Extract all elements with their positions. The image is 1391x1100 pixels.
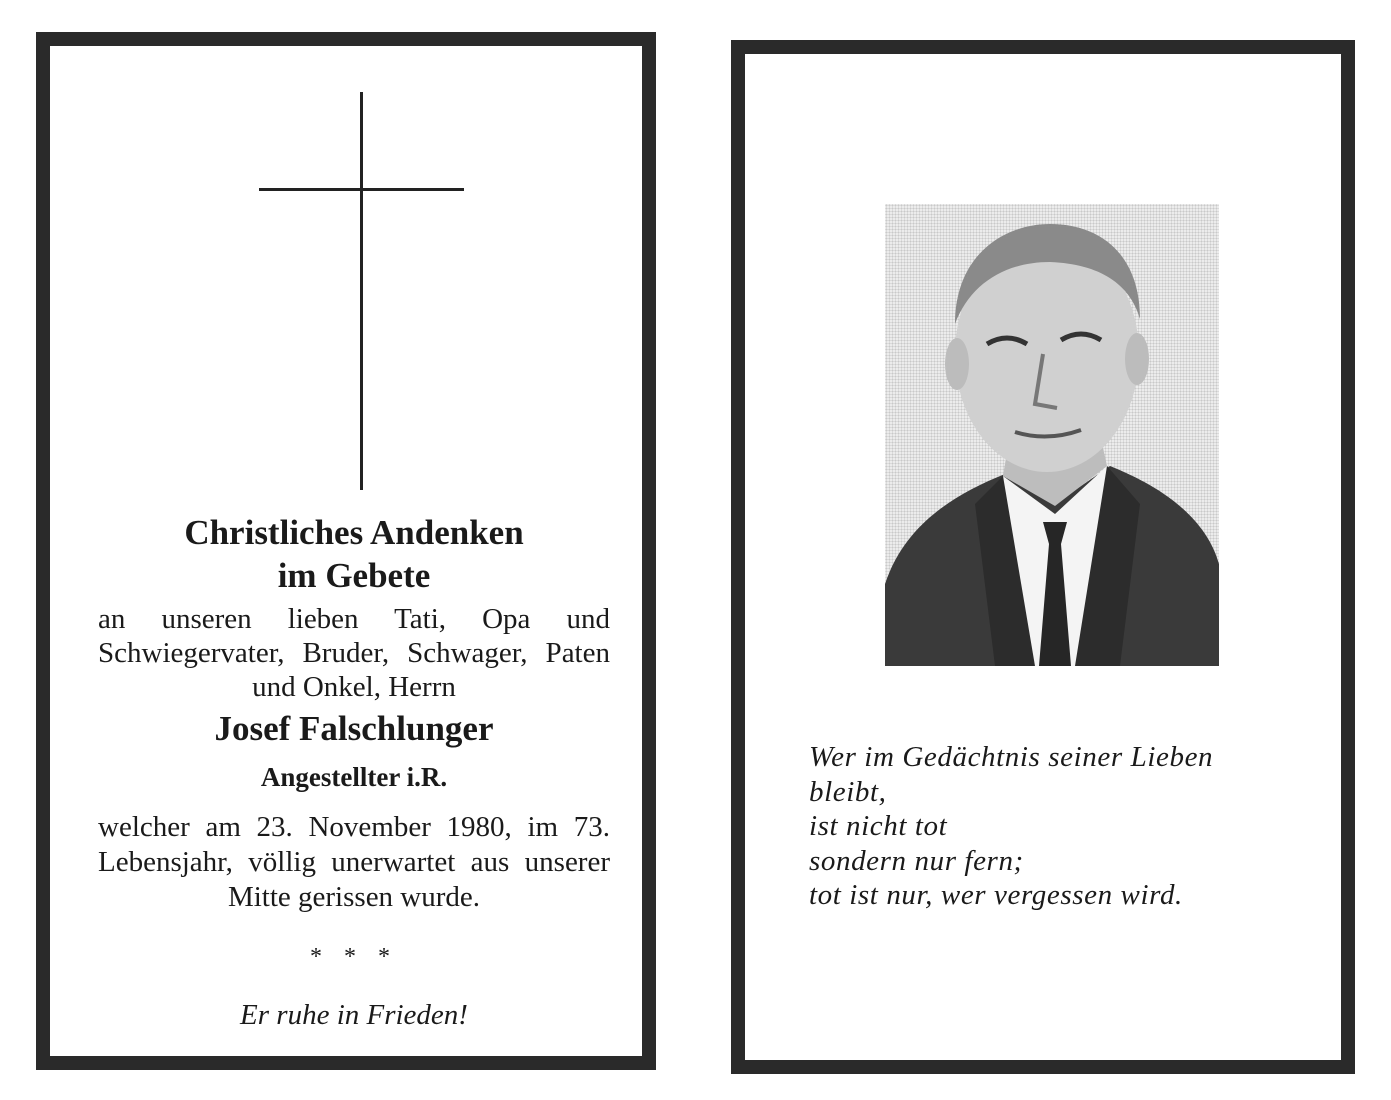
- quote-line: tot ist nur, wer vergessen wird.: [809, 879, 1183, 911]
- quote-line: ist nicht tot: [809, 810, 948, 842]
- dedication-text: an unseren lieben Tati, Opa und Schwiegervater, Bruder, Schwager, Paten und Onkel, Herrn: [98, 603, 610, 703]
- closing-blessing: Er ruhe in Frieden!: [240, 999, 468, 1031]
- portrait-photo: [885, 204, 1219, 666]
- heading-line-1: Christliches Andenken: [184, 513, 524, 552]
- memorial-card-front: [36, 32, 656, 1070]
- deceased-name: Josef Falschlunger: [214, 709, 494, 748]
- memorial-card-back: [731, 40, 1355, 1074]
- cross-icon-vertical: [360, 92, 363, 490]
- separator-stars: * * *: [310, 944, 398, 970]
- quote-line: Wer im Gedächtnis seiner Lieben: [809, 741, 1214, 773]
- heading-line-2: im Gebete: [277, 556, 431, 595]
- cross-icon-horizontal: [259, 188, 464, 191]
- quote-line: sondern nur fern;: [809, 844, 1024, 877]
- memorial-quote: [809, 740, 1319, 913]
- occupation: Angestellter i.R.: [260, 762, 448, 792]
- death-notice-text: welcher am 23. November 1980, im 73. Lebensjahr, völlig unerwartet aus unserer Mitte gerissen wurde.: [98, 811, 610, 913]
- quote-line: bleibt,: [809, 775, 887, 808]
